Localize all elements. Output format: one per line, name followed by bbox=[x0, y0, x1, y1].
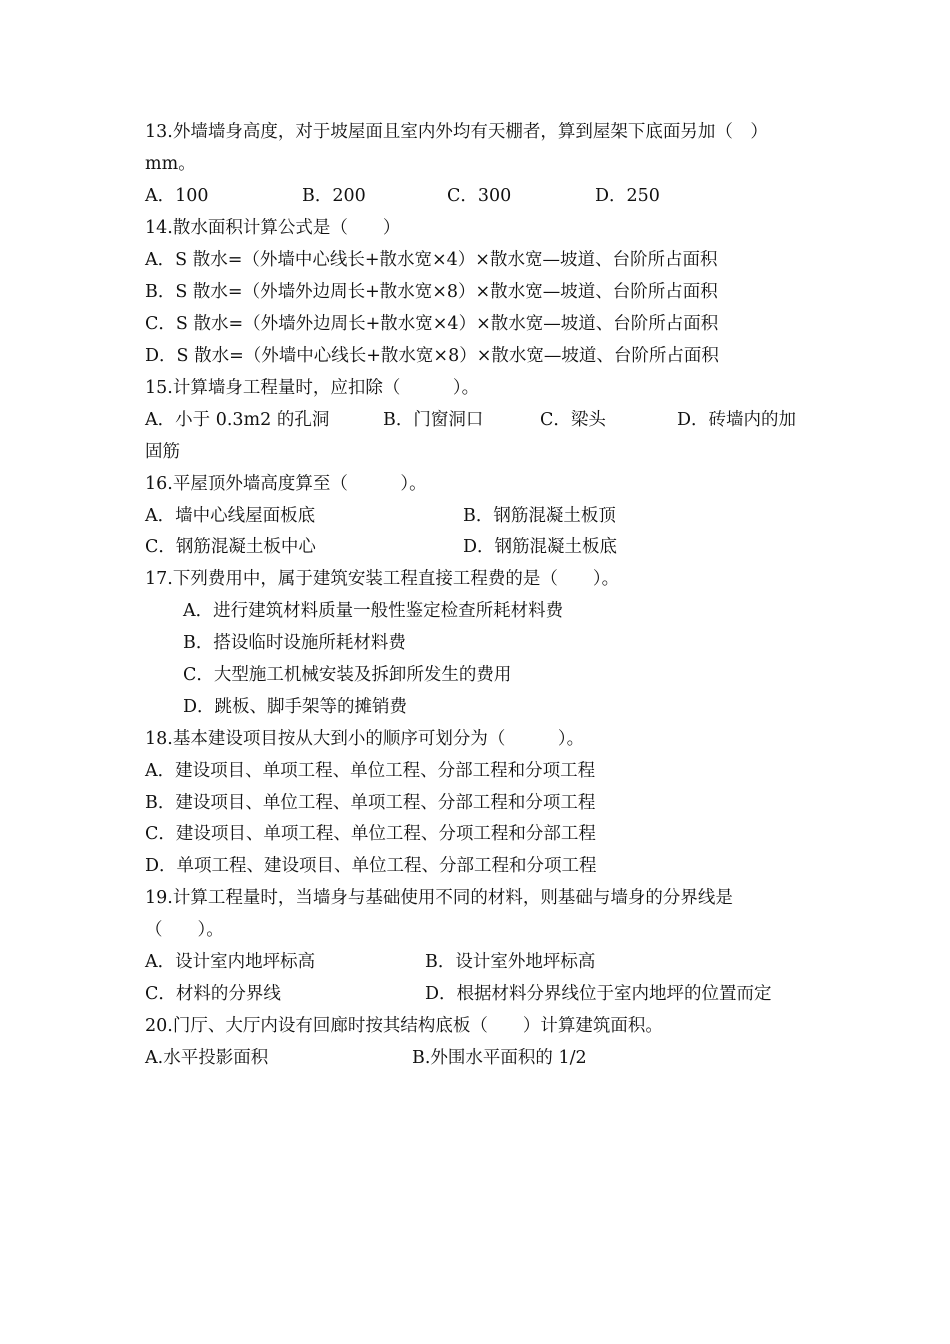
q16-option-a: A．墙中心线屋面板底 bbox=[145, 506, 316, 526]
q16-option-c: C．钢筋混凝土板中心 bbox=[145, 537, 316, 557]
q15-stem: 15.计算墙身工程量时，应扣除（ ）。 bbox=[145, 378, 480, 398]
q18-option-a: A．建设项目、单项工程、单位工程、分部工程和分项工程 bbox=[145, 761, 596, 781]
q16-option-b: B．钢筋混凝土板顶 bbox=[463, 506, 616, 526]
q18-option-b: B．建设项目、单位工程、单项工程、分部工程和分项工程 bbox=[145, 793, 596, 813]
q18-option-c: C．建设项目、单项工程、单位工程、分项工程和分部工程 bbox=[145, 824, 596, 844]
q13-option-b: B．200 bbox=[302, 186, 366, 206]
q15-option-a: A．小于 0.3m2 的孔洞 bbox=[145, 410, 330, 430]
q17-option-d: D．跳板、脚手架等的摊销费 bbox=[183, 697, 408, 717]
q17-option-c: C．大型施工机械安装及拆卸所发生的费用 bbox=[183, 665, 512, 685]
q19-option-a: A．设计室内地坪标高 bbox=[145, 952, 316, 972]
q20-stem: 20.门厅、大厅内设有回廊时按其结构底板（ ）计算建筑面积。 bbox=[145, 1016, 663, 1036]
q14-option-d: D．S 散水=（外墙中心线长+散水宽×8）×散水宽—坡道、台阶所占面积 bbox=[145, 346, 719, 366]
q19-option-c: C．材料的分界线 bbox=[145, 984, 281, 1004]
q19-option-b: B．设计室外地坪标高 bbox=[425, 952, 596, 972]
q19-stem-line2: （ ）。 bbox=[145, 920, 224, 940]
q17-option-a: A．进行建筑材料质量一般性鉴定检查所耗材料费 bbox=[183, 601, 564, 621]
q18-option-d: D．单项工程、建设项目、单位工程、分部工程和分项工程 bbox=[145, 856, 597, 876]
q17-stem: 17.下列费用中，属于建筑安装工程直接工程费的是（ ）。 bbox=[145, 569, 620, 589]
q20-option-a: A.水平投影面积 bbox=[145, 1048, 269, 1068]
q18-stem: 18.基本建设项目按从大到小的顺序可划分为（ ）。 bbox=[145, 729, 585, 749]
q15-option-d: D．砖墙内的加 bbox=[677, 410, 797, 430]
q19-option-d: D．根据材料分界线位于室内地坪的位置而定 bbox=[425, 984, 772, 1004]
q16-stem: 16.平屋顶外墙高度算至（ ）。 bbox=[145, 474, 427, 494]
q13-option-a: A．100 bbox=[145, 186, 209, 206]
q16-option-d: D．钢筋混凝土板底 bbox=[463, 537, 618, 557]
q14-option-b: B．S 散水=（外墙外边周长+散水宽×8）×散水宽—坡道、台阶所占面积 bbox=[145, 282, 718, 302]
q14-option-c: C．S 散水=（外墙外边周长+散水宽×4）×散水宽—坡道、台阶所占面积 bbox=[145, 314, 719, 334]
q14-stem: 14.散水面积计算公式是（ ） bbox=[145, 218, 401, 238]
q15-option-d-continuation: 固筋 bbox=[145, 442, 180, 462]
q14-option-a: A．S 散水=（外墙中心线长+散水宽×4）×散水宽—坡道、台阶所占面积 bbox=[145, 250, 718, 270]
q17-option-b: B．搭设临时设施所耗材料费 bbox=[183, 633, 406, 653]
q20-option-b: B.外围水平面积的 1/2 bbox=[412, 1048, 587, 1068]
q13-option-d: D．250 bbox=[595, 186, 660, 206]
q15-option-c: C．梁头 bbox=[540, 410, 606, 430]
q19-stem-line1: 19.计算工程量时，当墙身与基础使用不同的材料，则基础与墙身的分界线是 bbox=[145, 888, 733, 908]
q13-option-c: C．300 bbox=[447, 186, 512, 206]
q15-option-b: B．门窗洞口 bbox=[383, 410, 484, 430]
q13-stem-line1: 13.外墙墙身高度，对于坡屋面且室内外均有天棚者，算到屋架下底面另加（ ） bbox=[145, 122, 768, 142]
q13-stem-line2: mm。 bbox=[145, 154, 196, 174]
